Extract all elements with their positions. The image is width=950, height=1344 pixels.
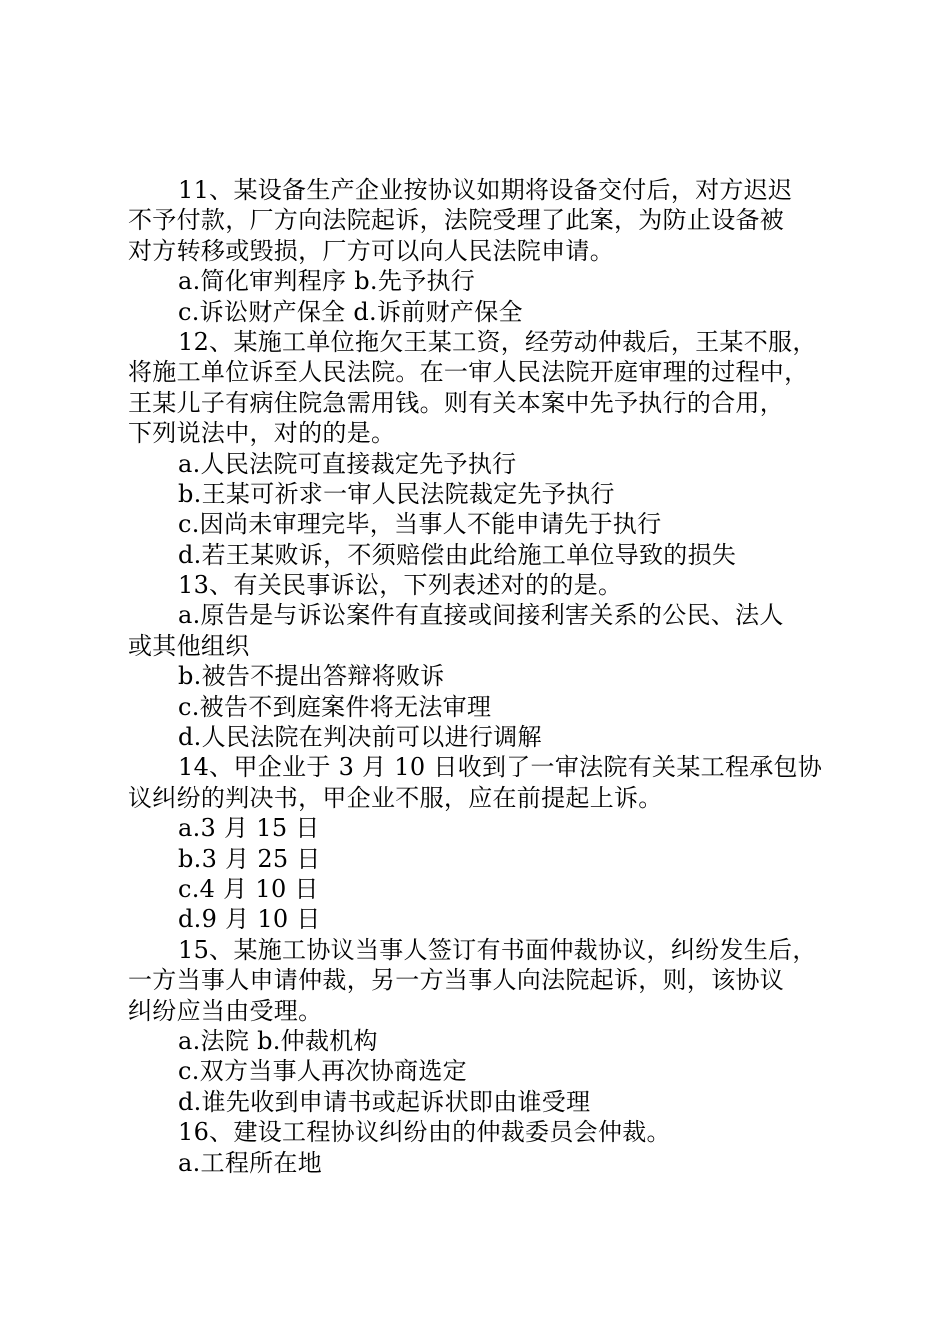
- question-14-option-d: d.9 月 10 日: [178, 905, 321, 934]
- question-15-options-ab: a.法院 b.仲裁机构: [178, 1026, 378, 1055]
- question-12-option-d: d.若王某败诉，不须赔偿由此给施工单位导致的损失: [178, 540, 737, 569]
- question-11-options-ab: a.简化审判程序 b.先予执行: [178, 267, 476, 296]
- question-15-option-d: d.谁先收到申请书或起诉状即由谁受理: [178, 1087, 591, 1116]
- question-13-line-1: 13、有关民事诉讼，下列表述对的的是。: [178, 571, 623, 600]
- question-14-option-b: b.3 月 25 日: [178, 844, 321, 873]
- question-16-option-a: a.工程所在地: [178, 1148, 323, 1177]
- question-14-option-a: a.3 月 15 日: [178, 814, 320, 843]
- question-14-line-1: 14、甲企业于 3 月 10 日收到了一审法院有关某工程承包协: [178, 753, 823, 782]
- question-14-line-2: 议纠纷的判决书，甲企业不服，应在前提起上诉。: [128, 783, 663, 812]
- question-16-line-1: 16、建设工程协议纠纷由的仲裁委员会仲裁。: [178, 1118, 671, 1147]
- question-15-line-1: 15、某施工协议当事人签订有书面仲裁协议，纠纷发生后，: [178, 935, 817, 964]
- question-12-option-c: c.因尚未审理完毕，当事人不能申请先于执行: [178, 510, 662, 539]
- question-13-option-a-line-2: 或其他组织: [128, 631, 250, 660]
- question-15-line-2: 一方当事人申请仲裁，另一方当事人向法院起诉，则，该协议: [128, 966, 785, 995]
- question-14-option-c: c.4 月 10 日: [178, 874, 319, 903]
- question-12-line-3: 王某儿子有病住院急需用钱。则有关本案中先予执行的合用，: [128, 388, 785, 417]
- document-body: [128, 175, 833, 1178]
- question-13-option-b: b.被告不提出答辩将败诉: [178, 662, 445, 691]
- question-15-line-3: 纠纷应当由受理。: [128, 996, 323, 1025]
- question-13-option-c: c.被告不到庭案件将无法审理: [178, 692, 492, 721]
- question-12-line-4: 下列说法中，对的的是。: [128, 419, 396, 448]
- question-13-option-d: d.人民法院在判决前可以进行调解: [178, 723, 542, 752]
- question-12-option-b: b.王某可祈求一审人民法院裁定先予执行: [178, 479, 615, 508]
- question-11-line-3: 对方转移或毁损，厂方可以向人民法院申请。: [128, 236, 614, 265]
- question-11-line-2: 不予付款，厂方向法院起诉，法院受理了此案，为防止设备被: [128, 206, 785, 235]
- question-13-option-a-line-1: a.原告是与诉讼案件有直接或间接利害关系的公民、法人: [178, 601, 784, 630]
- question-11-line-1: 11、某设备生产企业按协议如期将设备交付后，对方迟迟: [178, 176, 793, 204]
- question-12-line-2: 将施工单位诉至人民法院。在一审人民法院开庭审理的过程中，: [128, 358, 809, 387]
- question-12-option-a: a.人民法院可直接裁定先予执行: [178, 449, 517, 478]
- question-15-option-c: c.双方当事人再次协商选定: [178, 1057, 467, 1086]
- question-12-line-1: 12、某施工单位拖欠王某工资，经劳动仲裁后，王某不服，: [178, 327, 817, 356]
- question-11-options-cd: c.诉讼财产保全 d.诉前财产保全: [178, 297, 523, 326]
